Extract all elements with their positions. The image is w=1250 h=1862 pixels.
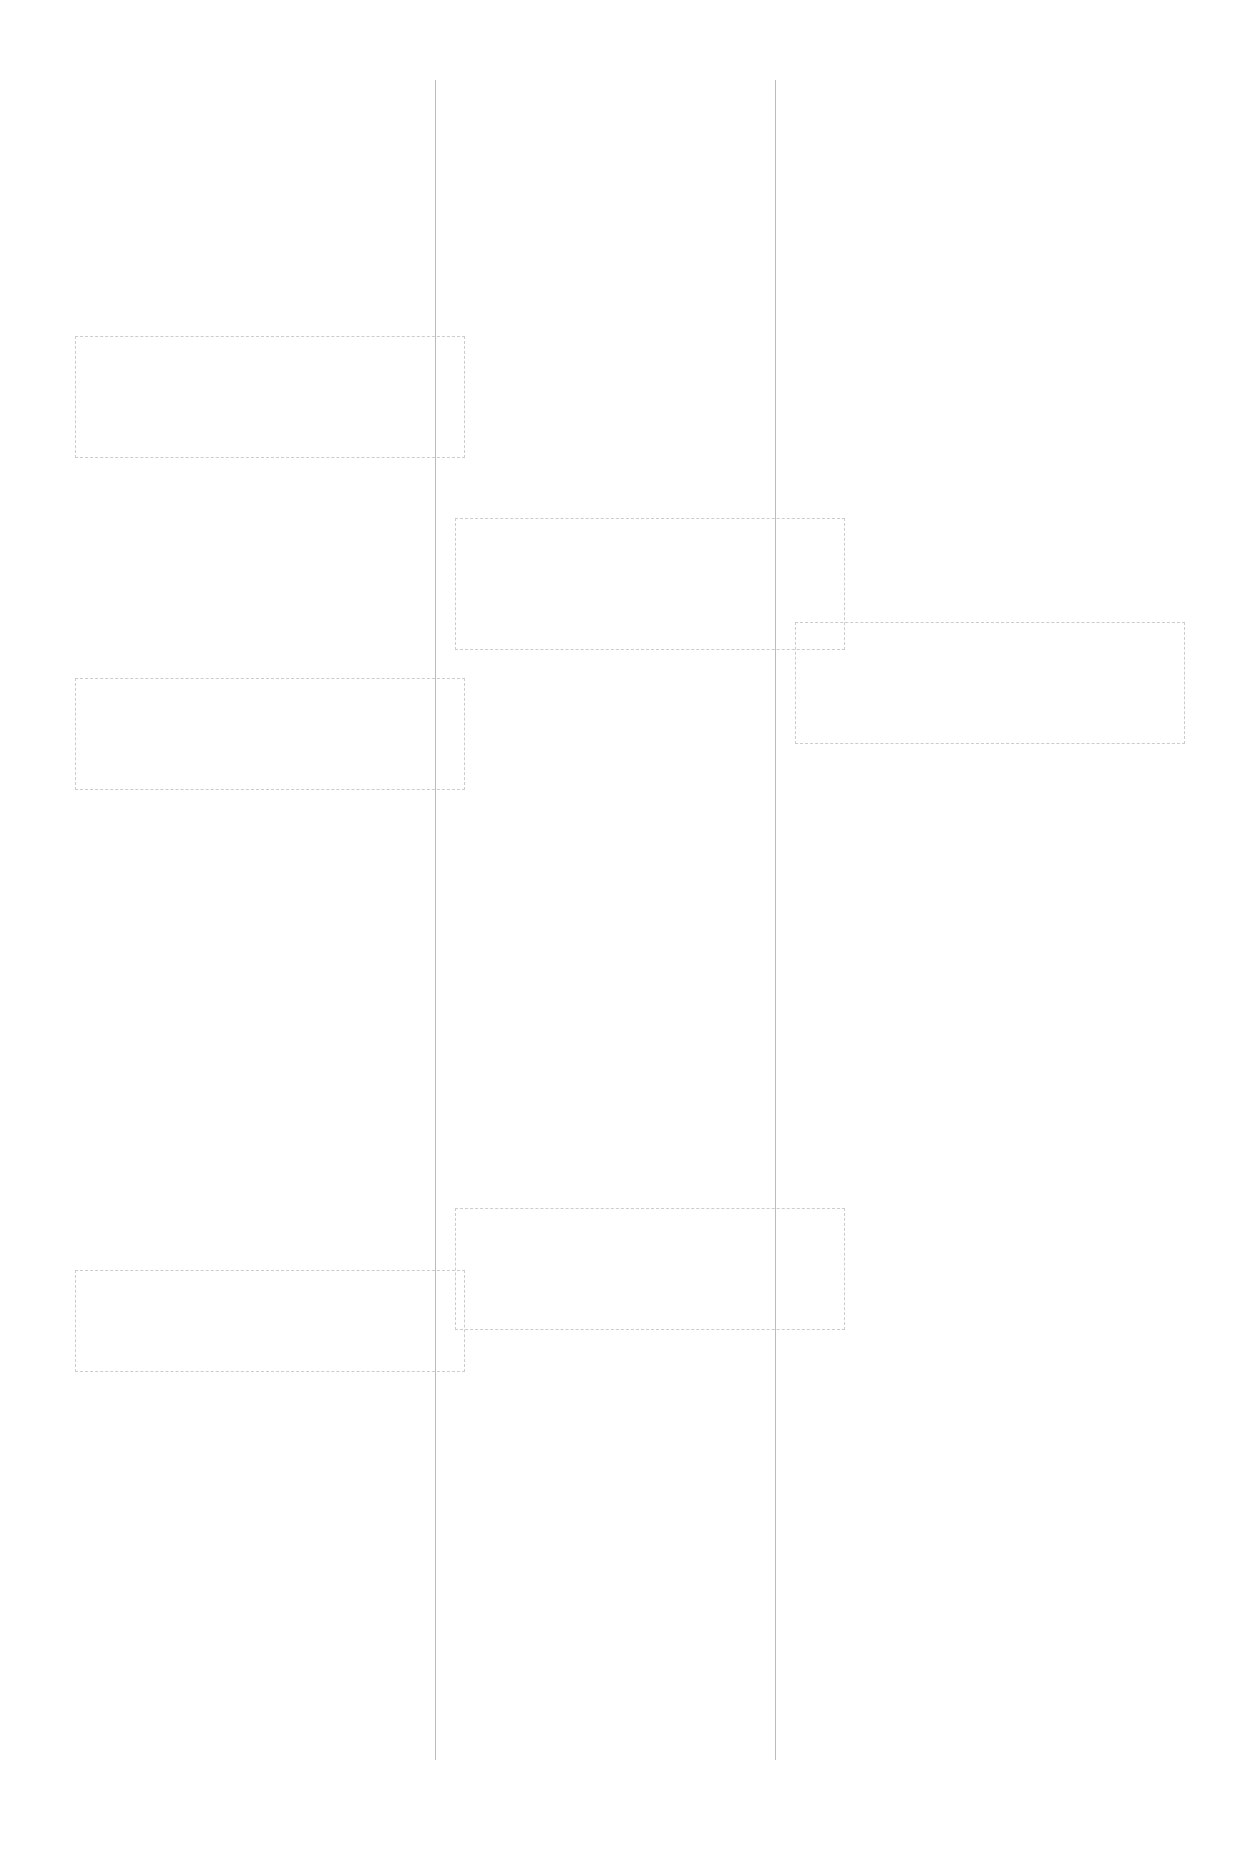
- text-line: [75, 1004, 465, 1030]
- text-line: [795, 174, 1185, 200]
- text-line: [455, 682, 845, 708]
- text-line: [455, 1414, 845, 1440]
- text-line: [455, 734, 845, 760]
- text-line: [75, 70, 465, 96]
- text-line: [795, 828, 1185, 854]
- text-line: [455, 356, 845, 382]
- text-line: [795, 70, 1185, 96]
- text-line: [75, 1238, 465, 1264]
- text-line: [75, 200, 465, 226]
- text-line: [795, 1270, 1185, 1296]
- text-line: [795, 1036, 1185, 1062]
- text-line: [795, 460, 1185, 486]
- text-line: [75, 1134, 465, 1160]
- text-line: [795, 1192, 1185, 1218]
- text-line: [795, 984, 1185, 1010]
- text-line: [75, 1482, 465, 1508]
- text-line: [455, 1388, 845, 1414]
- text-line: [455, 656, 845, 682]
- text-line: [75, 822, 465, 848]
- text-line: [795, 304, 1185, 330]
- text-line: [455, 968, 845, 994]
- figure: [75, 336, 465, 458]
- text-line: [455, 486, 845, 512]
- text-line: [455, 1466, 845, 1492]
- text-line: [455, 174, 845, 200]
- text-line: [795, 880, 1185, 906]
- text-line: [795, 854, 1185, 880]
- text-line: [455, 1362, 845, 1388]
- text-line: [455, 1176, 845, 1202]
- text-line: [455, 70, 845, 96]
- text-line: [75, 1534, 465, 1560]
- text-line: [455, 408, 845, 434]
- text-line: [455, 434, 845, 460]
- column-right: [795, 70, 1185, 1750]
- text-line: [75, 96, 465, 122]
- text-line: [455, 1020, 845, 1046]
- column-divider: [775, 80, 776, 1760]
- figure: [455, 518, 845, 650]
- text-line: [75, 252, 465, 278]
- text-line: [75, 516, 465, 542]
- text-line: [795, 1010, 1185, 1036]
- text-line: [795, 512, 1185, 538]
- text-line: [455, 226, 845, 252]
- text-line: [75, 1082, 465, 1108]
- text-line: [75, 1186, 465, 1212]
- text-line: [75, 464, 465, 490]
- text-line: [75, 796, 465, 822]
- text-line: [795, 486, 1185, 512]
- column-left: [75, 70, 465, 1750]
- text-line: [75, 1378, 465, 1404]
- text-line: [75, 952, 465, 978]
- text-line: [795, 226, 1185, 252]
- text-line: [75, 226, 465, 252]
- text-line: [795, 1218, 1185, 1244]
- text-line: [75, 304, 465, 330]
- text-line: [455, 1124, 845, 1150]
- text-line: [795, 776, 1185, 802]
- text-line: [795, 906, 1185, 932]
- text-line: [455, 382, 845, 408]
- text-line: [795, 382, 1185, 408]
- text-line: [795, 148, 1185, 174]
- text-line: [75, 148, 465, 174]
- text-line: [455, 812, 845, 838]
- text-line: [455, 304, 845, 330]
- text-line: [75, 1404, 465, 1430]
- text-line: [455, 278, 845, 304]
- text-line: [75, 490, 465, 516]
- text-line: [795, 802, 1185, 828]
- text-line: [455, 1336, 845, 1362]
- text-line: [75, 978, 465, 1004]
- text-line: [75, 174, 465, 200]
- text-line: [795, 1114, 1185, 1140]
- text-line: [455, 1072, 845, 1098]
- text-line: [795, 96, 1185, 122]
- text-line: [75, 1456, 465, 1482]
- text-line: [455, 1150, 845, 1176]
- text-line: [795, 252, 1185, 278]
- text-line: [795, 330, 1185, 356]
- text-line: [75, 1508, 465, 1534]
- text-line: [455, 1492, 845, 1518]
- text-line: [795, 590, 1185, 616]
- text-line: [75, 848, 465, 874]
- text-line: [455, 330, 845, 356]
- text-line: [795, 932, 1185, 958]
- text-line: [795, 408, 1185, 434]
- text-line: [795, 122, 1185, 148]
- text-line: [75, 620, 465, 646]
- text-line: [455, 708, 845, 734]
- text-line: [795, 1166, 1185, 1192]
- text-line: [795, 200, 1185, 226]
- text-line: [75, 1586, 465, 1612]
- text-line: [75, 1030, 465, 1056]
- text-line: [455, 1098, 845, 1124]
- text-line: [455, 460, 845, 486]
- text-line: [455, 148, 845, 174]
- text-line: [455, 838, 845, 864]
- text-line: [795, 564, 1185, 590]
- text-line: [455, 760, 845, 786]
- text-line: [75, 594, 465, 620]
- figure: [75, 1270, 465, 1372]
- text-line: [795, 356, 1185, 382]
- text-line: [455, 200, 845, 226]
- text-line: [75, 900, 465, 926]
- text-line: [455, 122, 845, 148]
- figure: [75, 678, 465, 790]
- text-line: [75, 1560, 465, 1586]
- text-line: [75, 122, 465, 148]
- text-line: [795, 278, 1185, 304]
- text-line: [455, 916, 845, 942]
- text-line: [455, 96, 845, 122]
- text-line: [795, 538, 1185, 564]
- text-line: [795, 750, 1185, 776]
- text-line: [75, 1108, 465, 1134]
- figure: [455, 1208, 845, 1330]
- text-line: [455, 890, 845, 916]
- text-line: [75, 278, 465, 304]
- text-line: [795, 958, 1185, 984]
- text-line: [455, 786, 845, 812]
- text-line: [455, 994, 845, 1020]
- figure: [795, 622, 1185, 744]
- text-line: [75, 1160, 465, 1186]
- text-line: [75, 542, 465, 568]
- text-line: [75, 1212, 465, 1238]
- text-line: [795, 1244, 1185, 1270]
- column-middle: [455, 70, 845, 1750]
- text-line: [455, 864, 845, 890]
- text-line: [795, 1140, 1185, 1166]
- text-line: [75, 874, 465, 900]
- text-line: [795, 434, 1185, 460]
- text-line: [75, 646, 465, 672]
- text-line: [455, 1440, 845, 1466]
- column-divider: [435, 80, 436, 1760]
- text-line: [455, 1046, 845, 1072]
- text-line: [455, 252, 845, 278]
- text-line: [75, 1056, 465, 1082]
- text-line: [795, 1088, 1185, 1114]
- text-line: [455, 942, 845, 968]
- text-line: [75, 1430, 465, 1456]
- text-line: [795, 1062, 1185, 1088]
- text-line: [75, 926, 465, 952]
- text-line: [75, 568, 465, 594]
